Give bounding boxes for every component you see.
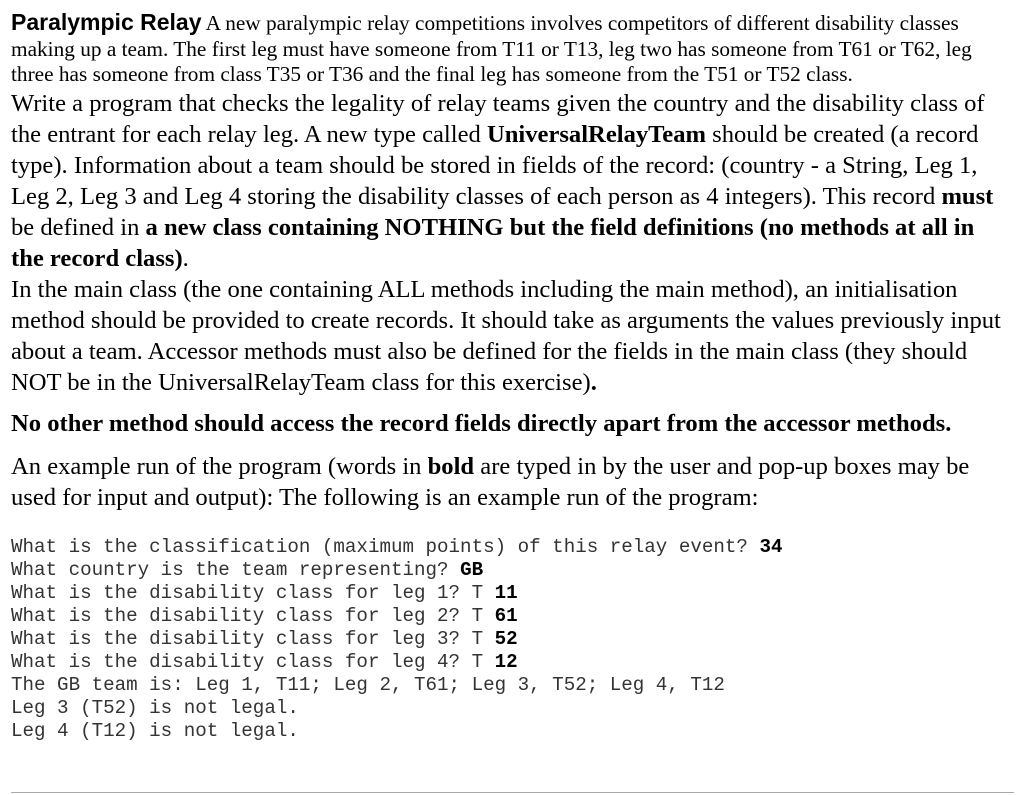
user-input-text: 11 — [494, 581, 518, 604]
example-run-line — [11, 536, 1011, 559]
output-text: Leg 3 (T52) is not legal. — [11, 696, 299, 719]
example-run-line — [11, 720, 1011, 743]
text-run: An example run of the program (words in — [11, 452, 428, 480]
user-input-text: GB — [460, 558, 484, 581]
text-run: Write a program that checks the legality of relay teams given the country and the disability class of the entrant for each relay leg. A new type called — [11, 89, 985, 148]
exercise-document — [11, 10, 1011, 743]
text-run: should be created (a record type). Information about a team should be stored in fields of the record: (country - a String, Leg 1, Leg 2, Leg 3 and Leg 4 storing the disability classes of each person as 4 integers). This record — [11, 120, 979, 210]
access-rule-paragraph — [11, 408, 1011, 439]
text-run: . — [182, 244, 189, 272]
prompt-text: What is the disability class for leg 3? T — [11, 627, 495, 650]
prompt-text: What is the disability class for leg 2? T — [11, 604, 495, 627]
example-run-line — [11, 605, 1011, 628]
text-run: be defined in — [11, 213, 146, 241]
example-run-block — [11, 536, 1011, 743]
text-run: are typed in by the user and pop-up boxes may be used for input and output): The following is an example run of the program: — [11, 452, 970, 511]
emphasis-text: must — [941, 182, 994, 210]
user-input-text: 34 — [759, 535, 783, 558]
requirements-paragraph — [11, 88, 1011, 274]
prompt-text: What country is the team representing? — [11, 558, 461, 581]
text-run: In the main class (the one containing ALL methods including the main method), an initialisation method should be provided to create records. It should take as arguments the values previously input about a team. Accessor methods must also be defined for the fields in the main class (they should NOT be in the UniversalRelayTeam class for this exercise) — [11, 275, 1001, 396]
example-run-line — [11, 582, 1011, 605]
example-run-line — [11, 559, 1011, 582]
prompt-text: What is the disability class for leg 4? T — [11, 650, 495, 673]
output-text: The GB team is: Leg 1, T11; Leg 2, T61; Leg 3, T52; Leg 4, T12 — [11, 673, 725, 696]
user-input-text: 52 — [494, 627, 518, 650]
prompt-text: What is the classification (maximum points) of this relay event? — [11, 535, 760, 558]
record-type-name: UniversalRelayTeam — [486, 120, 707, 148]
example-run-line — [11, 651, 1011, 674]
emphasis-text: a new class containing NOTHING but the field definitions (no methods at all in the record class) — [11, 213, 975, 272]
emphasis-text: . — [590, 368, 597, 396]
bottom-divider — [11, 792, 1014, 793]
emphasis-text: bold — [427, 452, 475, 480]
user-input-text: 61 — [494, 604, 518, 627]
main-class-paragraph — [11, 274, 1011, 398]
intro-text: A new paralympic relay competitions involves competitors of different disability classes making up a team. The first leg must have someone from T11 or T13, leg two has someone from T61 or T62, leg three has someone from class T35 or T36 and the final leg has someone from the T51 or T52 class. — [11, 11, 972, 86]
exercise-title: Paralympic Relay — [11, 9, 202, 35]
example-intro-paragraph — [11, 451, 1011, 513]
prompt-text: What is the disability class for leg 1? T — [11, 581, 495, 604]
example-run-line — [11, 628, 1011, 651]
example-run-line — [11, 697, 1011, 720]
example-run-line — [11, 674, 1011, 697]
access-rule-text: No other method should access the record fields directly apart from the accessor methods. — [11, 409, 952, 437]
output-text: Leg 4 (T12) is not legal. — [11, 719, 299, 742]
user-input-text: 12 — [494, 650, 518, 673]
intro-paragraph — [11, 10, 1011, 88]
